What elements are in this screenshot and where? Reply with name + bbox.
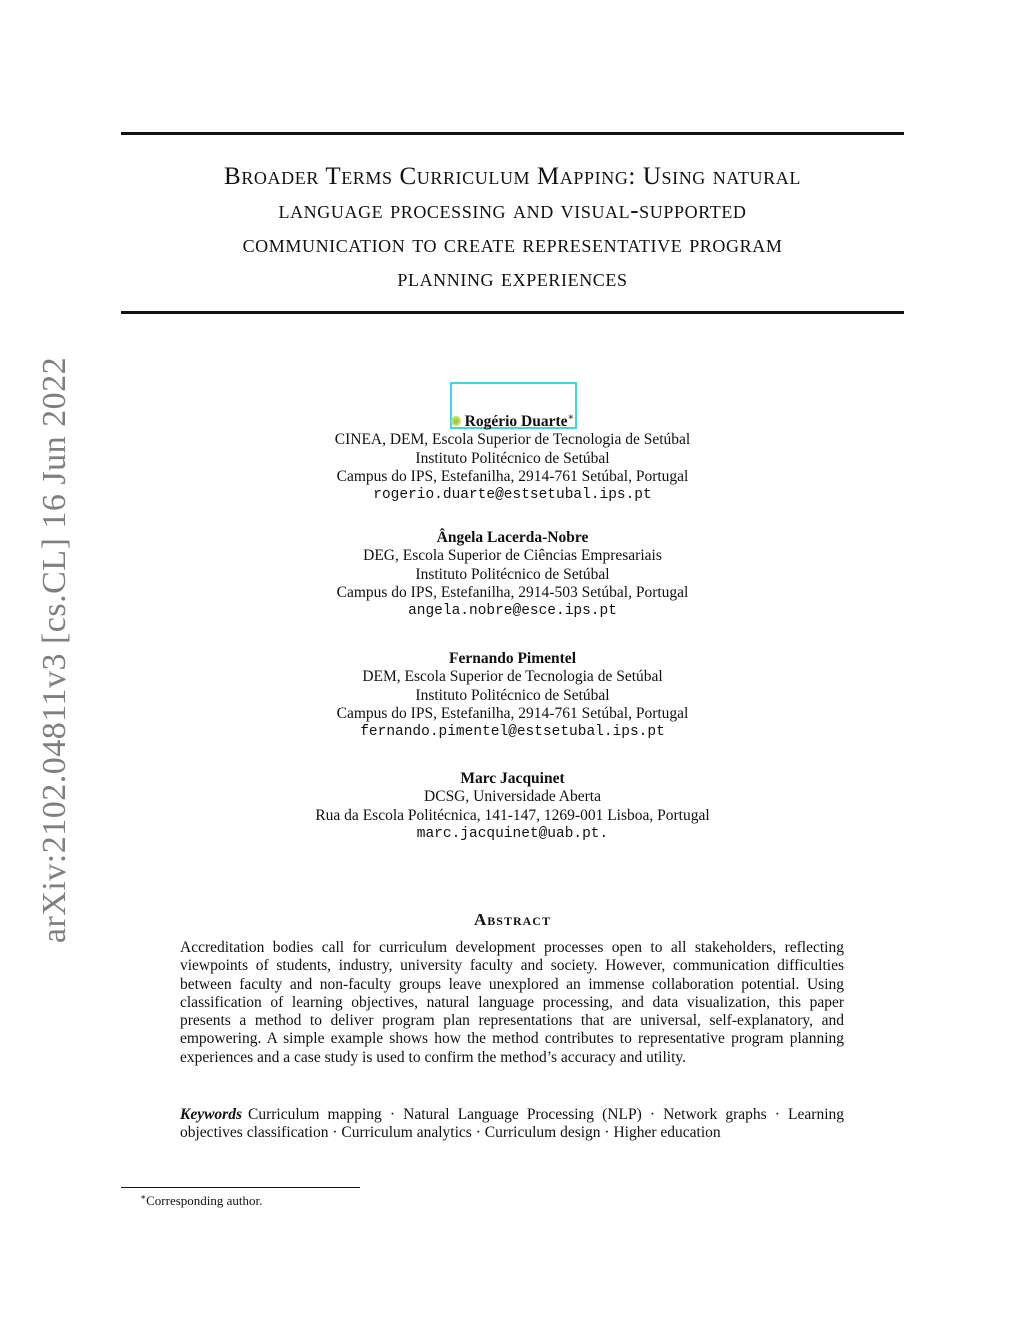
author-email[interactable]: angela.nobre@esce.ips.pt xyxy=(408,603,617,620)
author-email[interactable]: rogerio.duarte@estsetubal.ips.pt xyxy=(373,487,652,504)
author-name: Rogério Duarte xyxy=(464,413,568,430)
title-rule-top xyxy=(121,132,904,135)
title-rule-bottom xyxy=(121,311,904,314)
footnote-rule xyxy=(121,1187,360,1188)
author-affiliation: Rua da Escola Politécnica, 141-147, 1269-001 Lisboa, Portugal xyxy=(315,806,710,824)
author-block xyxy=(121,770,904,843)
keywords-text: Curriculum mapping · Natural Language Processing (NLP) · Network graphs · Learning objectives classification · Curriculum analytics · Curriculum design · Higher education xyxy=(180,1106,844,1142)
footnote xyxy=(140,1192,262,1209)
author-affiliation: DEM, Escola Superior de Tecnologia de Setúbal xyxy=(362,668,663,686)
paper-title xyxy=(121,160,904,296)
author-affiliation: Instituto Politécnico de Setúbal xyxy=(415,449,610,467)
author-block xyxy=(121,650,904,741)
title-line: Broader Terms Curriculum Mapping: Using natural xyxy=(224,163,801,190)
author-block xyxy=(121,529,904,620)
footnote-marker: ∗ xyxy=(140,1192,147,1202)
author-affiliation: Campus do IPS, Estefanilha, 2914-761 Setúbal, Portugal xyxy=(336,467,689,485)
author-name: Marc Jacquinet xyxy=(460,770,565,787)
author-email[interactable]: fernando.pimentel@estsetubal.ips.pt xyxy=(360,724,665,741)
footnote-text: Corresponding author. xyxy=(146,1193,263,1208)
author-name: Ângela Lacerda-Nobre xyxy=(436,529,589,546)
author-affiliation: DEG, Escola Superior de Ciências Empresariais xyxy=(363,547,662,565)
author-affiliation: CINEA, DEM, Escola Superior de Tecnologia de Setúbal xyxy=(334,431,691,449)
author-email[interactable]: marc.jacquinet@uab.pt. xyxy=(416,825,609,842)
author-name: Fernando Pimentel xyxy=(449,650,576,667)
author-affiliation: Instituto Politécnico de Setúbal xyxy=(415,565,610,583)
keywords-label: Keywords xyxy=(180,1106,242,1123)
author-affiliation: DCSG, Universidade Aberta xyxy=(424,788,601,806)
orcid-icon[interactable] xyxy=(451,416,461,426)
author-affiliation: Campus do IPS, Estefanilha, 2914-761 Setúbal, Portugal xyxy=(336,704,689,722)
author-affiliation: Campus do IPS, Estefanilha, 2914-503 Setúbal, Portugal xyxy=(336,583,689,601)
title-line: communication to create representative program xyxy=(242,231,783,258)
corresponding-marker[interactable]: ∗ xyxy=(567,412,575,423)
abstract-heading: Abstract xyxy=(474,910,551,929)
author-block xyxy=(121,409,904,504)
author-affiliation: Instituto Politécnico de Setúbal xyxy=(415,686,610,704)
abstract-text: Accreditation bodies call for curriculum development processes open to all stakeholders, reflecting viewpoints of students, industry, university faculty and society. However, communication difficulties between faculty and non-faculty groups leave unexplored an immense collaboration potential. Using classification of learning objectives, natural language processing, and data visualization, this paper presents a method to deliver program plan representations that are universal, self-explanatory, and empowering. A simple example shows how the method contributes to representative program planning experiences and a case study is used to confirm the method’s accuracy and utility. xyxy=(180,939,844,1066)
title-line: planning experiences xyxy=(397,265,628,292)
title-line: language processing and visual-supported xyxy=(278,197,747,224)
keywords xyxy=(180,1106,844,1143)
arxiv-side-label: arXiv:2102.04811v3 [cs.CL] 16 Jun 2022 xyxy=(36,356,73,944)
